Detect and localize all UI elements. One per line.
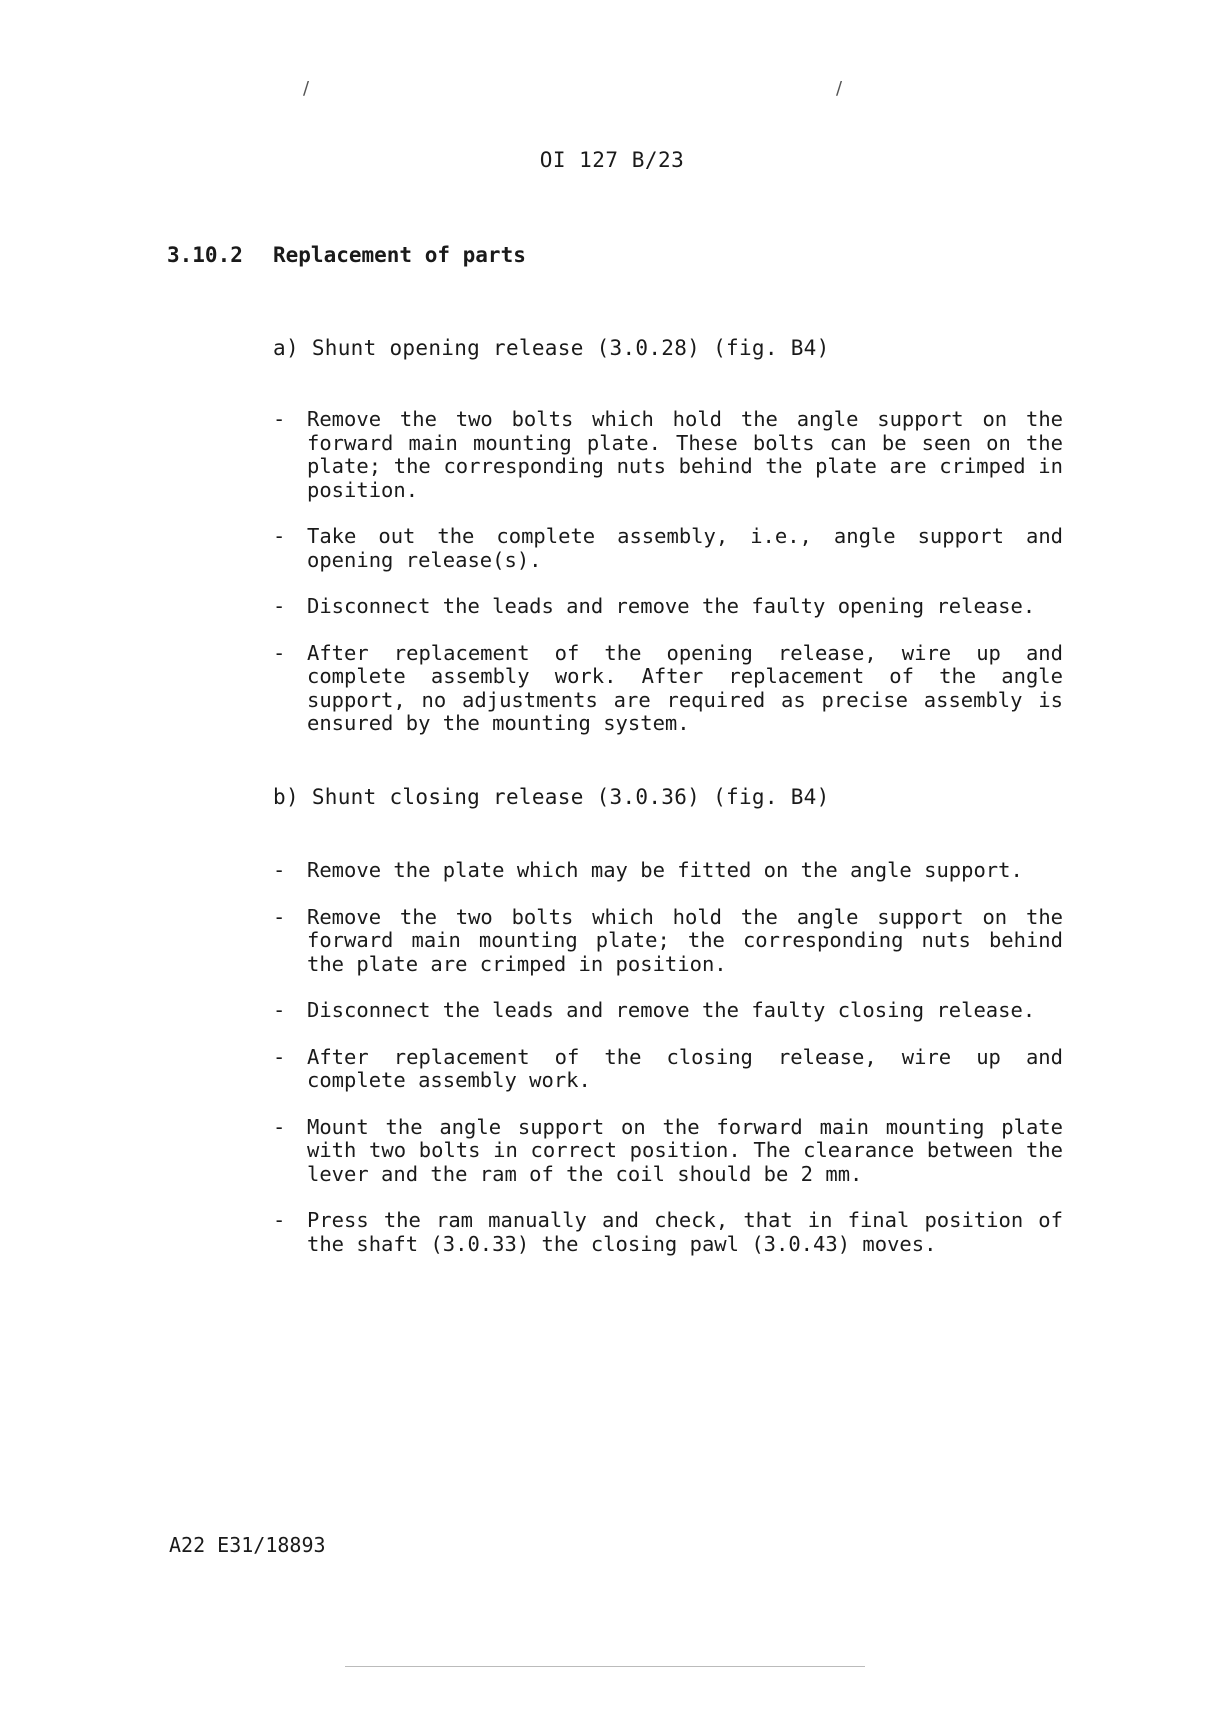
scan-mark: / (836, 78, 843, 99)
list-item-text: After replacement of the closing release, wire up and complete assembly work. (307, 1044, 1063, 1092)
list-item (273, 408, 1063, 502)
list-dash: - (273, 1114, 286, 1139)
list-item (273, 1209, 1063, 1256)
part-a-list (273, 408, 1063, 759)
list-item (273, 595, 1063, 619)
list-item-text: Disconnect the leads and remove the faulty opening release. (307, 594, 1036, 618)
section-heading (167, 243, 526, 267)
list-item (273, 999, 1063, 1023)
part-b-list (273, 859, 1063, 1279)
list-dash: - (273, 640, 286, 665)
list-item-text: Remove the two bolts which hold the angle support on the forward main mounting plate; the corresponding nuts behind the plate are crimped in position. (307, 904, 1063, 976)
list-item (273, 642, 1063, 736)
part-b-heading: b) Shunt closing release (3.0.36) (fig. B4) (273, 785, 830, 809)
list-item (273, 906, 1063, 977)
list-dash: - (273, 524, 286, 548)
list-item (273, 1046, 1063, 1093)
list-item-text: Disconnect the leads and remove the faulty closing release. (307, 998, 1036, 1022)
document-reference: OI 127 B/23 (539, 148, 685, 172)
list-dash: - (273, 594, 286, 618)
list-dash: - (273, 1208, 286, 1232)
list-item (273, 1116, 1063, 1187)
section-number: 3.10.2 (167, 243, 243, 267)
scan-edge-line (345, 1666, 865, 1667)
scan-mark: / (303, 78, 310, 99)
list-item-text: Press the ram manually and check, that in final position of the shaft (3.0.33) the closing pawl (3.0.43) moves. (307, 1208, 1063, 1256)
list-item-text: Mount the angle support on the forward main mounting plate with two bolts in correct position. The clearance between the lever and the ram of the coil should be 2 mm. (307, 1114, 1063, 1186)
list-dash: - (273, 904, 286, 929)
list-item-text: Take out the complete assembly, i.e., angle support and opening release(s). (307, 524, 1063, 572)
list-dash: - (273, 858, 286, 882)
list-item-text: Remove the two bolts which hold the angle support on the forward main mounting plate. These bolts can be seen on the plate; the corresponding nuts behind the plate are crimped in position. (307, 407, 1063, 502)
list-item (273, 525, 1063, 572)
list-dash: - (273, 407, 286, 431)
part-a-heading: a) Shunt opening release (3.0.28) (fig. B4) (273, 336, 830, 360)
list-dash: - (273, 998, 286, 1022)
section-title: Replacement of parts (273, 243, 526, 267)
list-item-text: Remove the plate which may be fitted on the angle support. (307, 858, 1023, 882)
list-item-text: After replacement of the opening release, wire up and complete assembly work. After replacement of the angle support, no adjustments are required as precise assembly is ensured by the mounting system. (307, 640, 1063, 735)
list-item (273, 859, 1063, 883)
footer-code: A22 E31/18893 (169, 1533, 326, 1557)
list-dash: - (273, 1044, 286, 1069)
